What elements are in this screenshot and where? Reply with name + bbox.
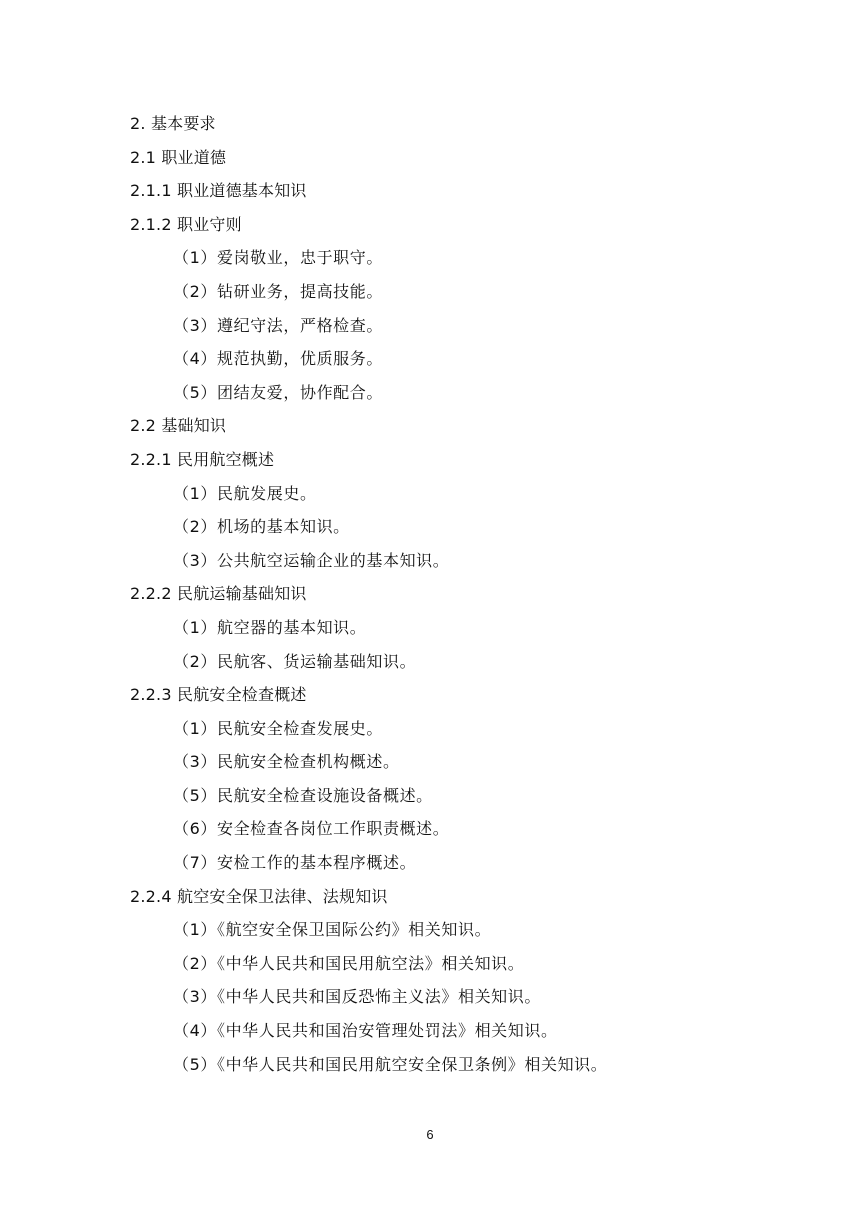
page-number: 6 [426, 1127, 434, 1142]
section-heading-basic-knowledge: 2.2 基础知识 [130, 416, 227, 436]
list-item: （3）遵纪守法，严格检查。 [173, 315, 383, 335]
section-heading-professional-ethics: 2.1 职业道德 [130, 147, 227, 167]
list-item: （3）民航安全检查机构概述。 [173, 752, 400, 772]
list-item: （7）安检工作的基本程序概述。 [173, 853, 417, 873]
section-heading-ethics-basics: 2.1.1 职业道德基本知识 [130, 181, 307, 201]
list-item: （6）安全检查各岗位工作职责概述。 [173, 819, 450, 839]
list-item: （2）机场的基本知识。 [173, 517, 350, 537]
list-item: （4）《中华人民共和国治安管理处罚法》相关知识。 [173, 1021, 558, 1041]
section-heading-transport-basics: 2.2.2 民航运输基础知识 [130, 584, 307, 604]
list-item: （2）《中华人民共和国民用航空法》相关知识。 [173, 953, 525, 973]
list-item: （3）《中华人民共和国反恐怖主义法》相关知识。 [173, 987, 541, 1007]
list-item: （3）公共航空运输企业的基本知识。 [173, 550, 450, 570]
list-item: （5）团结友爱，协作配合。 [173, 382, 383, 402]
list-item: （1）《航空安全保卫国际公约》相关知识。 [173, 920, 492, 940]
document-body [130, 107, 750, 1081]
list-item: （1）民航安全检查发展史。 [173, 718, 383, 738]
list-item: （1）爱岗敬业，忠于职守。 [173, 248, 383, 268]
section-heading-code-of-conduct: 2.1.2 职业守则 [130, 214, 242, 234]
list-item: （5）民航安全检查设施设备概述。 [173, 785, 433, 805]
list-item: （2）民航客、货运输基础知识。 [173, 651, 417, 671]
section-heading-civil-aviation-overview: 2.2.1 民用航空概述 [130, 449, 275, 469]
list-item: （5）《中华人民共和国民用航空安全保卫条例》相关知识。 [173, 1054, 608, 1074]
section-heading-basic-requirements: 2. 基本要求 [130, 114, 216, 133]
list-item: （2）钻研业务，提高技能。 [173, 281, 383, 301]
list-item: （1）航空器的基本知识。 [173, 617, 367, 637]
section-heading-security-check-overview: 2.2.3 民航安全检查概述 [130, 685, 307, 705]
list-item: （1）民航发展史。 [173, 483, 317, 503]
section-heading-security-law: 2.2.4 航空安全保卫法律、法规知识 [130, 886, 388, 906]
list-item: （4）规范执勤，优质服务。 [173, 349, 383, 369]
